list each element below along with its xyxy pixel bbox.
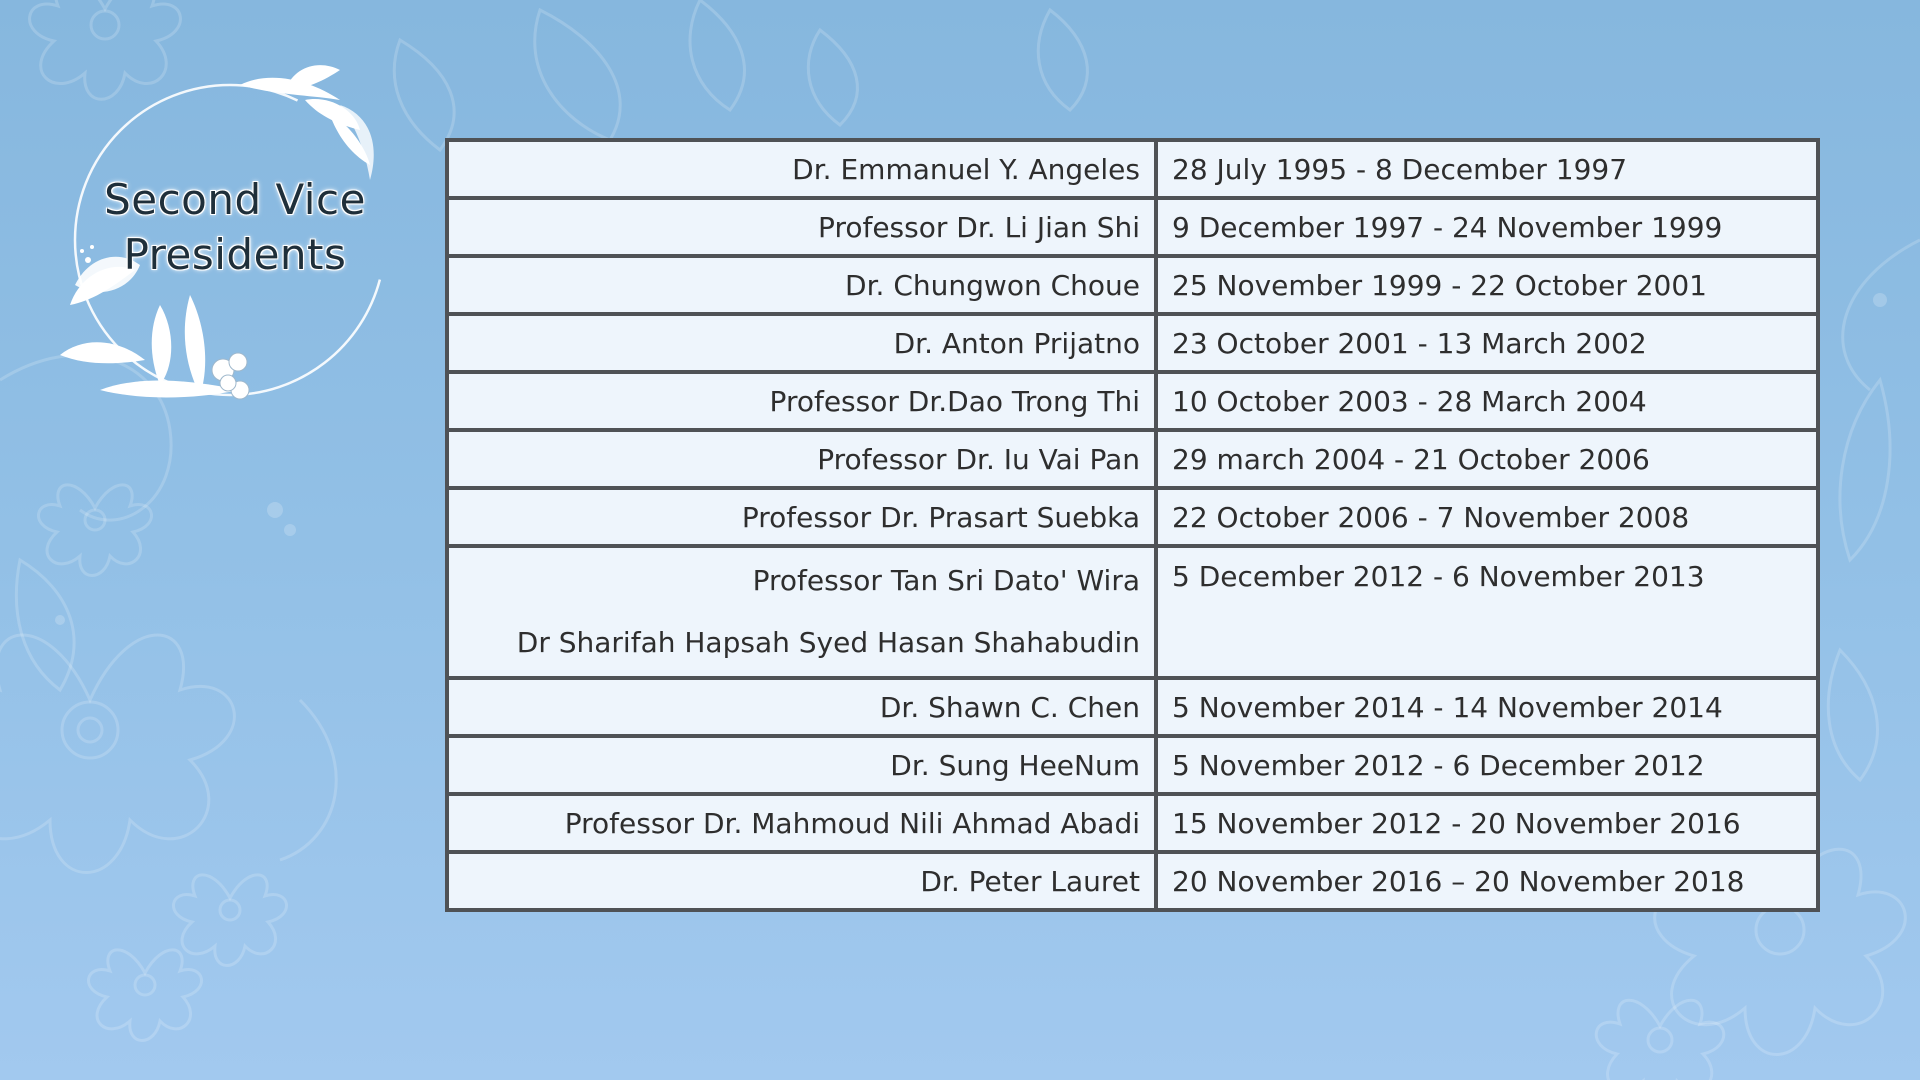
term-cell: 15 November 2012 - 20 November 2016: [1156, 794, 1818, 852]
term-cell: 5 November 2012 - 6 December 2012: [1156, 736, 1818, 794]
vice-presidents-table-container: [445, 138, 1820, 912]
leaf-icon: [535, 10, 620, 140]
name-cell: Dr. Emmanuel Y. Angeles: [447, 140, 1156, 198]
term-cell: 9 December 1997 - 24 November 1999: [1156, 198, 1818, 256]
leaf-icon: [1828, 650, 1877, 780]
term-cell: 10 October 2003 - 28 March 2004: [1156, 372, 1818, 430]
term-cell: 23 October 2001 - 13 March 2002: [1156, 314, 1818, 372]
flower-icon: [1596, 1000, 1724, 1080]
name-cell: Dr. Chungwon Choue: [447, 256, 1156, 314]
table-row: [447, 198, 1818, 256]
term-cell: 29 march 2004 - 21 October 2006: [1156, 430, 1818, 488]
swirl-decoration: [1843, 240, 1920, 390]
term-cell: 5 November 2014 - 14 November 2014: [1156, 678, 1818, 736]
name-cell: Professor Dr. Iu Vai Pan: [447, 430, 1156, 488]
table-row: [447, 794, 1818, 852]
name-cell: Dr. Shawn C. Chen: [447, 678, 1156, 736]
flower-icon: [0, 635, 234, 873]
title-line-2: Presidents: [123, 230, 347, 279]
leaf-icon: [16, 560, 74, 690]
table-row: [447, 546, 1818, 678]
name-cell: Professor Dr. Li Jian Shi: [447, 198, 1156, 256]
leaf-icon: [1840, 380, 1890, 560]
flower-icon: [173, 875, 286, 966]
name-cell: [447, 546, 1156, 678]
table-row: [447, 314, 1818, 372]
table-row: [447, 852, 1818, 910]
name-cell: Dr. Sung HeeNum: [447, 736, 1156, 794]
name-cell: Dr. Peter Lauret: [447, 852, 1156, 910]
table-row: [447, 372, 1818, 430]
page-title: [70, 172, 400, 282]
flower-icon: [88, 950, 201, 1041]
flower-icon: [38, 485, 151, 576]
leaf-icon: [1038, 10, 1087, 110]
term-cell: 22 October 2006 - 7 November 2008: [1156, 488, 1818, 546]
table-row: [447, 488, 1818, 546]
table-row: [447, 736, 1818, 794]
vice-presidents-table: [445, 138, 1820, 912]
leaf-icon: [690, 0, 744, 110]
leaf-icon: [808, 30, 857, 125]
term-cell: 5 December 2012 - 6 November 2013: [1156, 546, 1818, 678]
leaf-branch-icon: [240, 65, 374, 180]
table-row: [447, 256, 1818, 314]
name-cell: Professor Dr.Dao Trong Thi: [447, 372, 1156, 430]
name-cell: Professor Dr. Prasart Suebka: [447, 488, 1156, 546]
name-cell: Dr. Anton Prijatno: [447, 314, 1156, 372]
term-cell: 25 November 1999 - 22 October 2001: [1156, 256, 1818, 314]
swirl-decoration: [280, 700, 336, 860]
term-cell: 20 November 2016 – 20 November 2018: [1156, 852, 1818, 910]
name-cell: Professor Dr. Mahmoud Nili Ahmad Abadi: [447, 794, 1156, 852]
table-row: [447, 678, 1818, 736]
name-line-2: Dr Sharifah Hapsah Syed Hasan Shahabudin: [516, 626, 1140, 659]
term-cell: 28 July 1995 - 8 December 1997: [1156, 140, 1818, 198]
table-row: [447, 140, 1818, 198]
title-line-1: Second Vice: [104, 175, 366, 224]
table-row: [447, 430, 1818, 488]
name-line-1: Professor Tan Sri Dato' Wira: [752, 564, 1140, 597]
